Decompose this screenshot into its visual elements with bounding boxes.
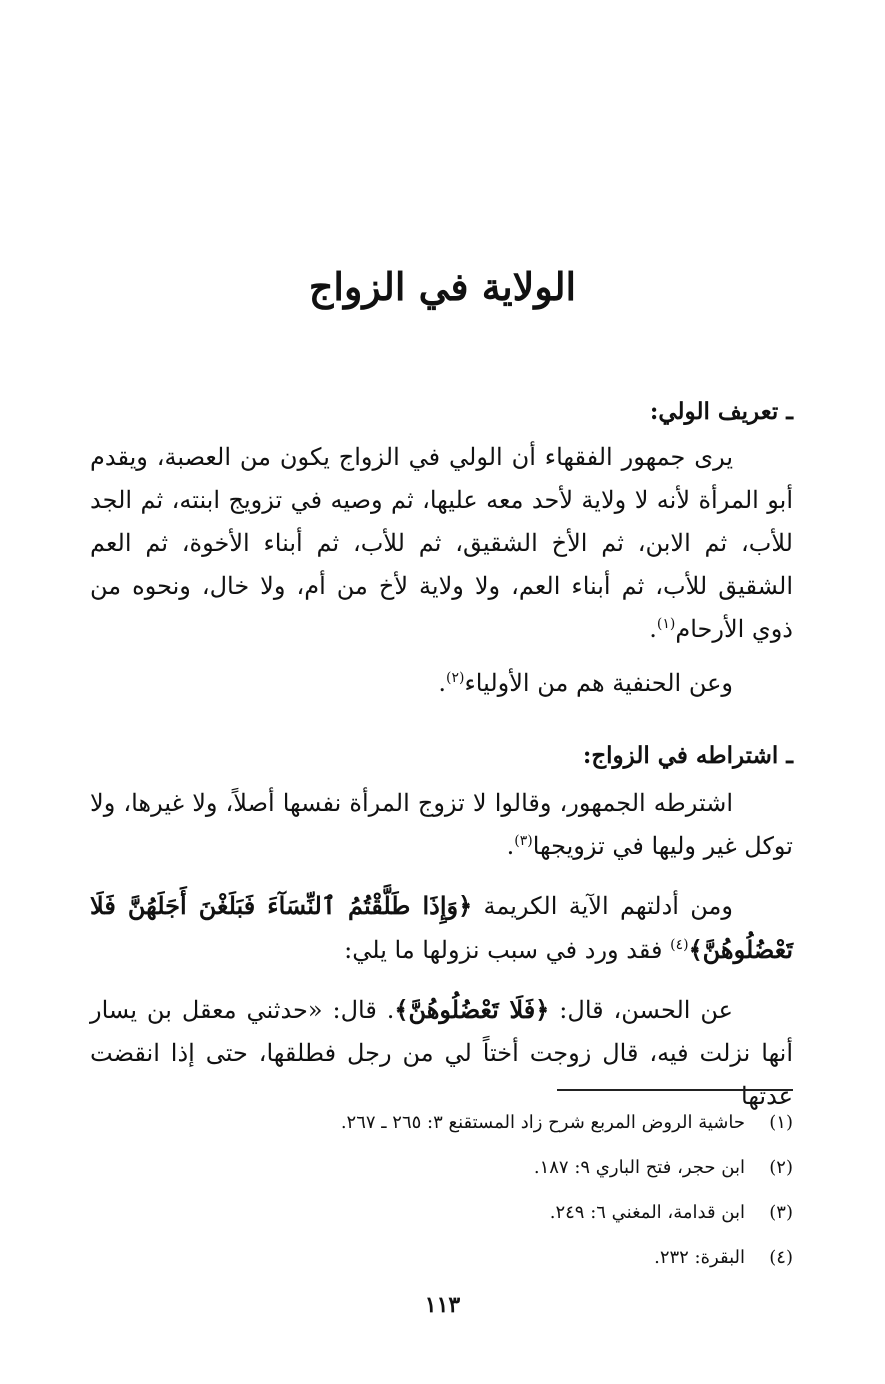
paragraph-requirement [90,782,793,868]
paragraph-end: . [438,669,447,697]
quran-verse: ﴿وَإِذَا طَلَّقْتُمُ ٱلنِّسَآءَ فَبَلَغْنَ أَجَلَهُنَّ فَلَا تَعْضُلُوهُنَّ﴾ [90,891,793,964]
footnote-number: (٣) [769,1202,793,1223]
footnote-marker: (١) [656,616,676,632]
paragraph-text: عن الحسن، قال: [559,996,733,1024]
chapter-title: الولاية في الزواج [308,264,577,309]
footnote-marker: (٣) [514,833,533,849]
quran-verse: ﴿فَلَا تَعْضُلُوهُنَّ﴾ [394,995,550,1024]
section-heading-definition: ـ تعريف الولي: [649,398,793,425]
paragraph-evidence [90,884,793,972]
footnote-text: ابن قدامة، المغني ٦: ٢٤٩. [549,1202,745,1223]
footnote-text: البقرة: ٢٣٢. [654,1247,745,1268]
footnote-item [90,1235,793,1280]
paragraph-text-continued: فقد ورد في سبب نزولها ما يلي: [344,936,671,964]
footnote-text: ابن حجر، فتح الباري ٩: ١٨٧. [533,1157,745,1178]
footnote-item [90,1145,793,1190]
paragraph-end: . [506,832,515,860]
paragraph-text: يرى جمهور الفقهاء أن الولي في الزواج يكون من العصبة، ويقدم أبو المرأة لأنه لا ولاية لأحد معه عليها، ثم وصيه في تزويج ابنته، ثم الجد للأب، ثم الابن، ثم الأخ الشقيق، ثم للأب، ثم أبناء الأخوة، ثم العم الشقيق للأب، ثم أبناء العم، ولا ولاية لأخ من أم، ولا خال، ونحوه من ذوي الأرحام [90,443,793,643]
paragraph-text: ومن أدلتهم الآية الكريمة [483,892,733,920]
section-heading-requirement: ـ اشتراطه في الزواج: [582,742,793,769]
footnote-separator [557,1089,793,1091]
paragraph-hanafi [90,662,793,705]
footnotes-list [90,1100,793,1280]
paragraph-text: اشترطه الجمهور، وقالوا لا تزوج المرأة نفسها أصلاً، ولا غيرها، ولا توكل غير وليها في تزويجها [90,789,793,860]
paragraph-text: وعن الحنفية هم من الأولياء [464,669,733,697]
footnote-item [90,1100,793,1145]
footnote-number: (٢) [769,1157,793,1178]
footnote-marker: (٢) [446,670,465,686]
footnote-marker: (٤) [670,937,689,953]
paragraph-end: . [649,615,657,643]
footnote-number: (١) [769,1112,793,1133]
footnote-item [90,1190,793,1235]
paragraph-definition [90,436,793,651]
footnote-text: حاشية الروض المربع شرح زاد المستقنع ٣: ٢٦٥ ـ ٢٦٧. [340,1112,745,1133]
paragraph-text-continued: . قال: «حدثني معقل بن يسار أنها نزلت فيه، قال زوجت أختاً لي من رجل فطلقها، حتى إذا انقضت عدتها [90,996,793,1110]
paragraph-narration [90,988,793,1118]
page-number: ١١٣ [424,1292,461,1318]
footnote-number: (٤) [769,1247,793,1268]
